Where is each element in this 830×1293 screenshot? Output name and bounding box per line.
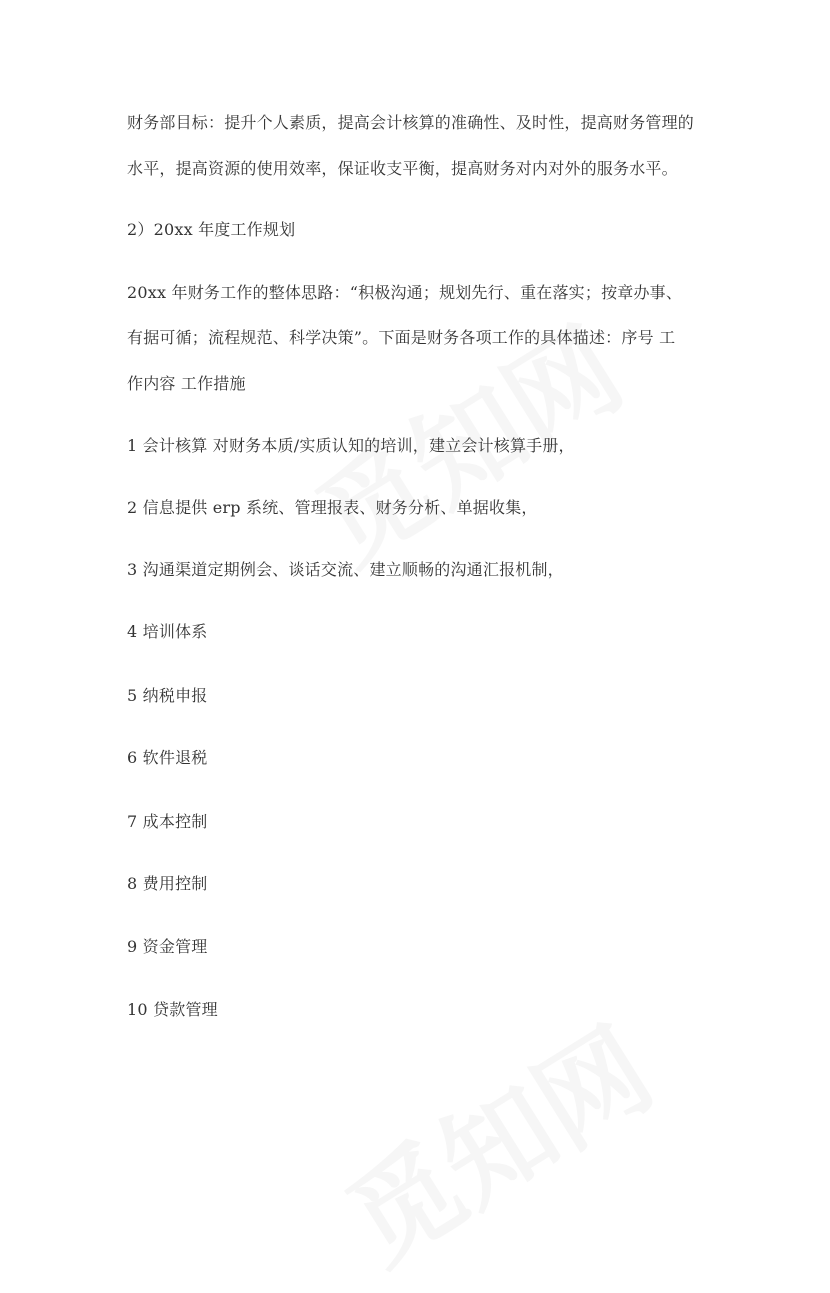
paragraph-line: 财务部目标：提升个人素质，提高会计核算的准确性、及时性，提高财务管理的 bbox=[127, 113, 695, 132]
list-item: 4 培训体系 bbox=[127, 622, 208, 641]
section-heading: 2）20xx 年度工作规划 bbox=[127, 220, 296, 239]
list-item: 10 贷款管理 bbox=[127, 1000, 218, 1019]
list-item: 1 会计核算 对财务本质/实质认知的培训，建立会计核算手册， bbox=[127, 436, 575, 455]
paragraph-line: 有据可循；流程规范、科学决策”。下面是财务各项工作的具体描述：序号 工 bbox=[127, 328, 676, 347]
paragraph-line: 水平，提高资源的使用效率，保证收支平衡，提高财务对内对外的服务水平。 bbox=[127, 159, 678, 178]
paragraph-line: 作内容 工作措施 bbox=[127, 374, 246, 393]
list-item: 8 费用控制 bbox=[127, 874, 208, 893]
watermark bbox=[313, 985, 677, 1293]
list-item: 6 软件退税 bbox=[127, 748, 208, 767]
paragraph-line: 20xx 年财务工作的整体思路：“积极沟通；规划先行、重在落实；按章办事、 bbox=[127, 283, 683, 302]
list-item: 7 成本控制 bbox=[127, 812, 208, 831]
list-item: 3 沟通渠道定期例会、谈话交流、建立顺畅的沟通汇报机制， bbox=[127, 560, 564, 579]
list-item: 9 资金管理 bbox=[127, 937, 208, 956]
list-item: 2 信息提供 erp 系统、管理报表、财务分析、单据收集， bbox=[127, 498, 538, 517]
list-item: 5 纳税申报 bbox=[127, 686, 208, 705]
